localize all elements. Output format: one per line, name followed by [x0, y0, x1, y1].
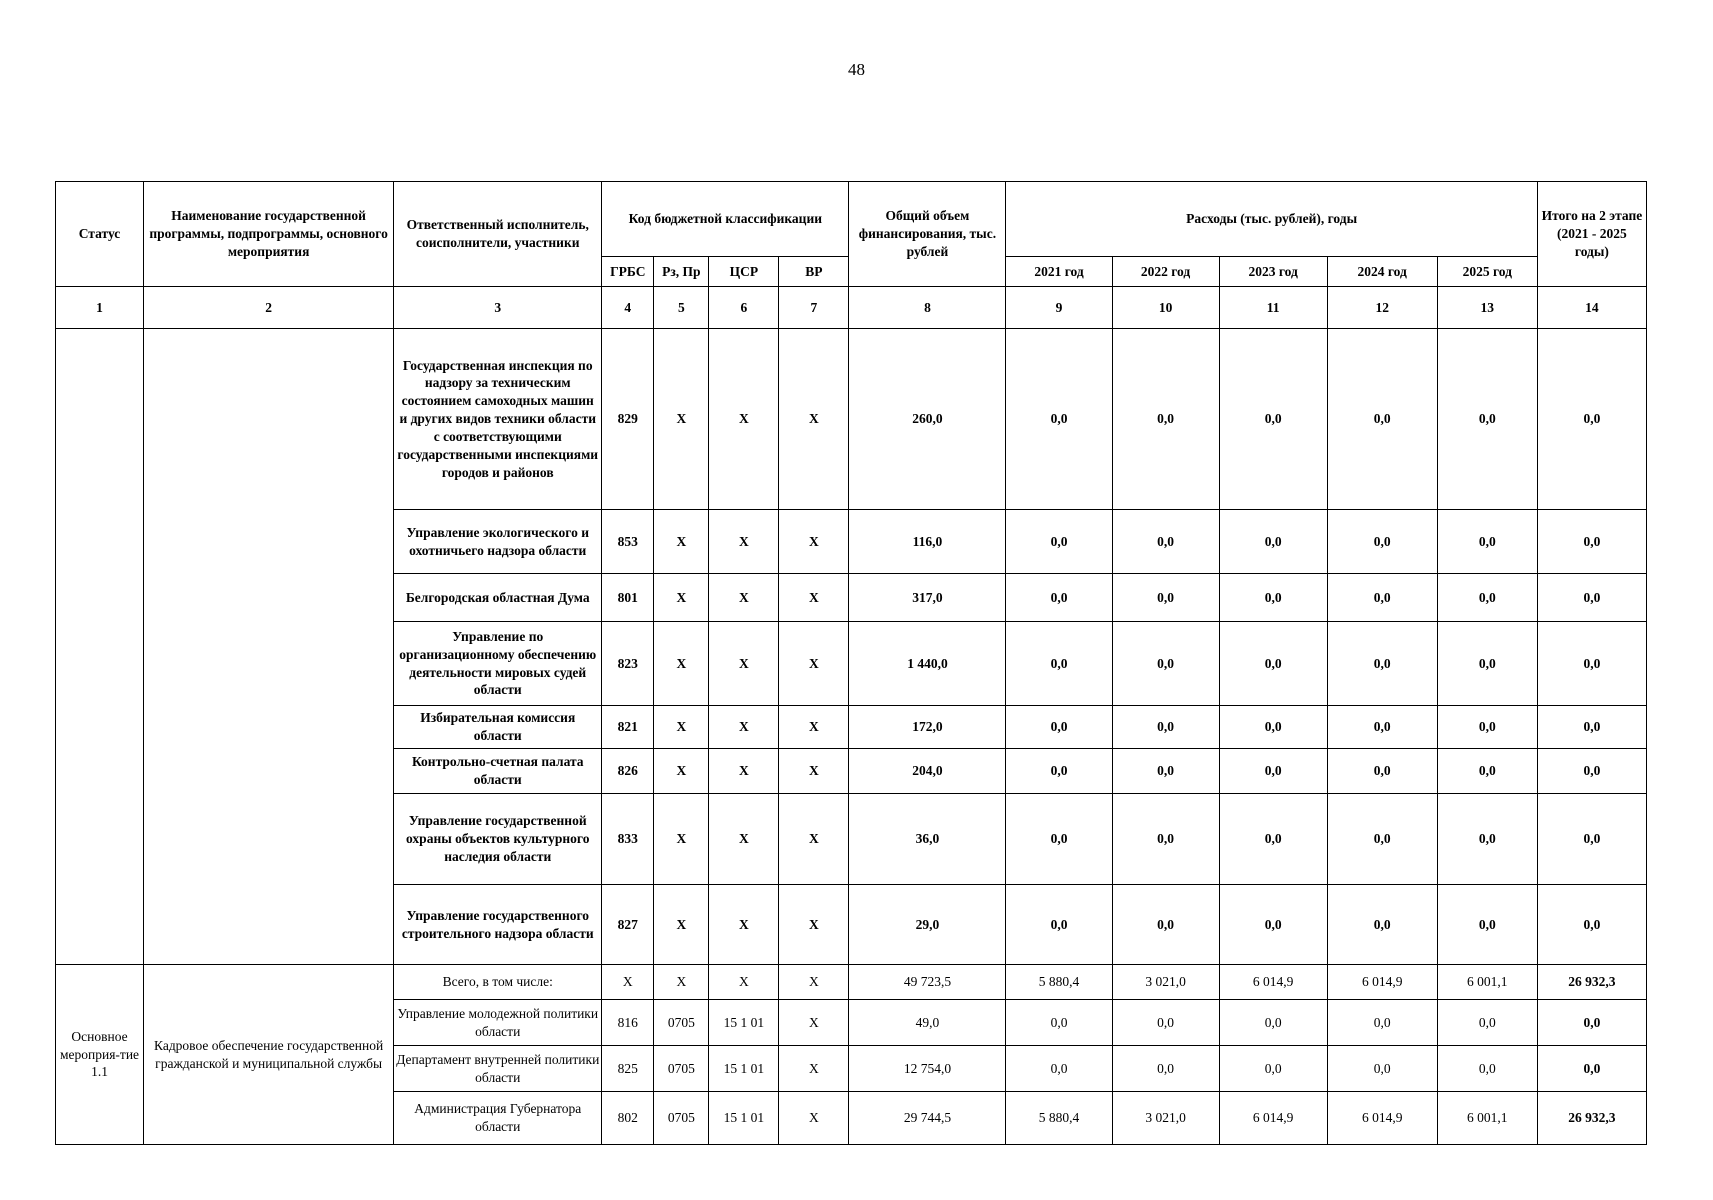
year-2025-cell: 0,0 — [1437, 1046, 1537, 1092]
page-number: 48 — [848, 60, 865, 79]
header-executor: Ответственный исполнитель, соисполнители, участники — [394, 182, 602, 287]
vr-cell: X — [779, 885, 849, 965]
year-2024-cell: 0,0 — [1327, 1046, 1437, 1092]
rzpr-cell: X — [654, 965, 709, 1000]
rzpr-cell: X — [654, 794, 709, 885]
header-vr: ВР — [779, 257, 849, 287]
year-2024-cell: 0,0 — [1327, 885, 1437, 965]
csr-cell: X — [709, 622, 779, 706]
stage-total-cell: 0,0 — [1537, 885, 1646, 965]
total-volume-cell: 29,0 — [849, 885, 1006, 965]
year-2025-cell: 0,0 — [1437, 794, 1537, 885]
year-2025-cell: 0,0 — [1437, 749, 1537, 794]
grbs-cell: 823 — [602, 622, 654, 706]
vr-cell: X — [779, 574, 849, 622]
csr-cell: 15 1 01 — [709, 1000, 779, 1046]
year-2023-cell: 0,0 — [1219, 574, 1327, 622]
year-2023-cell: 0,0 — [1219, 794, 1327, 885]
year-2025-cell: 0,0 — [1437, 885, 1537, 965]
grbs-cell: 829 — [602, 329, 654, 510]
year-2024-cell: 0,0 — [1327, 749, 1437, 794]
year-2023-cell: 0,0 — [1219, 749, 1327, 794]
executor-cell: Белгородская областная Дума — [394, 574, 602, 622]
year-2025-cell: 6 001,1 — [1437, 1092, 1537, 1145]
year-2024-cell: 0,0 — [1327, 622, 1437, 706]
year-2022-cell: 0,0 — [1112, 794, 1219, 885]
rzpr-cell: X — [654, 622, 709, 706]
vr-cell: X — [779, 510, 849, 574]
executor-cell: Управление государственной охраны объектов культурного наследия области — [394, 794, 602, 885]
csr-cell: 15 1 01 — [709, 1046, 779, 1092]
year-2022-cell: 0,0 — [1112, 1000, 1219, 1046]
stage-total-cell: 0,0 — [1537, 1000, 1646, 1046]
header-expenses: Расходы (тыс. рублей), годы — [1006, 182, 1537, 257]
grbs-cell: 816 — [602, 1000, 654, 1046]
vr-cell: X — [779, 965, 849, 1000]
rzpr-cell: 0705 — [654, 1092, 709, 1145]
grbs-cell: X — [602, 965, 654, 1000]
vr-cell: X — [779, 622, 849, 706]
rzpr-cell: 0705 — [654, 1000, 709, 1046]
csr-cell: 15 1 01 — [709, 1092, 779, 1145]
year-2023-cell: 6 014,9 — [1219, 965, 1327, 1000]
rzpr-cell: X — [654, 510, 709, 574]
year-2024-cell: 6 014,9 — [1327, 965, 1437, 1000]
stage-total-cell: 26 932,3 — [1537, 965, 1646, 1000]
year-2022-cell: 0,0 — [1112, 706, 1219, 749]
year-2023-cell: 0,0 — [1219, 1046, 1327, 1092]
year-2024-cell: 0,0 — [1327, 329, 1437, 510]
executor-cell: Департамент внутренней политики области — [394, 1046, 602, 1092]
total-volume-cell: 1 440,0 — [849, 622, 1006, 706]
year-2022-cell: 0,0 — [1112, 510, 1219, 574]
vr-cell: X — [779, 1000, 849, 1046]
group-participants-continued — [56, 329, 1647, 965]
year-2023-cell: 0,0 — [1219, 706, 1327, 749]
grbs-cell: 821 — [602, 706, 654, 749]
year-2022-cell: 3 021,0 — [1112, 965, 1219, 1000]
year-2021-cell: 0,0 — [1006, 794, 1112, 885]
total-volume-cell: 36,0 — [849, 794, 1006, 885]
year-2021-cell: 0,0 — [1006, 885, 1112, 965]
executor-cell: Избирательная комиссия области — [394, 706, 602, 749]
column-number: 10 — [1112, 287, 1219, 329]
year-2022-cell: 0,0 — [1112, 329, 1219, 510]
column-number: 2 — [144, 287, 394, 329]
header-total-volume: Общий объем финансирования, тыс. рублей — [849, 182, 1006, 287]
year-2022-cell: 0,0 — [1112, 622, 1219, 706]
vr-cell: X — [779, 706, 849, 749]
grbs-cell: 825 — [602, 1046, 654, 1092]
rzpr-cell: X — [654, 885, 709, 965]
year-2022-cell: 3 021,0 — [1112, 1092, 1219, 1145]
header-csr: ЦСР — [709, 257, 779, 287]
year-2021-cell: 0,0 — [1006, 1000, 1112, 1046]
year-2022-cell: 0,0 — [1112, 1046, 1219, 1092]
vr-cell: X — [779, 749, 849, 794]
year-2023-cell: 0,0 — [1219, 622, 1327, 706]
year-2021-cell: 0,0 — [1006, 329, 1112, 510]
column-number: 8 — [849, 287, 1006, 329]
grbs-cell: 801 — [602, 574, 654, 622]
year-2021-cell: 0,0 — [1006, 622, 1112, 706]
csr-cell: X — [709, 329, 779, 510]
executor-cell: Управление государственного строительного надзора области — [394, 885, 602, 965]
header-year-2021: 2021 год — [1006, 257, 1112, 287]
year-2022-cell: 0,0 — [1112, 574, 1219, 622]
stage-total-cell: 0,0 — [1537, 510, 1646, 574]
column-number: 4 — [602, 287, 654, 329]
year-2025-cell: 6 001,1 — [1437, 965, 1537, 1000]
column-number: 7 — [779, 287, 849, 329]
stage-total-cell: 0,0 — [1537, 622, 1646, 706]
year-2021-cell: 0,0 — [1006, 706, 1112, 749]
rzpr-cell: X — [654, 749, 709, 794]
total-volume-cell: 260,0 — [849, 329, 1006, 510]
column-number: 12 — [1327, 287, 1437, 329]
measure-name-cell: Кадровое обеспечение государственной гражданской и муниципальной службы — [144, 965, 394, 1145]
vr-cell: X — [779, 1046, 849, 1092]
column-number: 9 — [1006, 287, 1112, 329]
header-status: Статус — [56, 182, 144, 287]
header-name: Наименование государственной программы, подпрограммы, основного мероприятия — [144, 182, 394, 287]
total-volume-cell: 172,0 — [849, 706, 1006, 749]
year-2022-cell: 0,0 — [1112, 749, 1219, 794]
year-2023-cell: 0,0 — [1219, 885, 1327, 965]
header-budget-code: Код бюджетной классификации — [602, 182, 849, 257]
year-2025-cell: 0,0 — [1437, 510, 1537, 574]
vr-cell: X — [779, 329, 849, 510]
year-2025-cell: 0,0 — [1437, 706, 1537, 749]
header-stage-total: Итого на 2 этапе (2021 - 2025 годы) — [1537, 182, 1646, 287]
rzpr-cell: 0705 — [654, 1046, 709, 1092]
total-volume-cell: 116,0 — [849, 510, 1006, 574]
grbs-cell: 833 — [602, 794, 654, 885]
column-number: 13 — [1437, 287, 1537, 329]
executor-cell: Контрольно-счетная палата области — [394, 749, 602, 794]
year-2023-cell: 0,0 — [1219, 1000, 1327, 1046]
total-volume-cell: 49 723,5 — [849, 965, 1006, 1000]
year-2024-cell: 0,0 — [1327, 794, 1437, 885]
year-2021-cell: 0,0 — [1006, 510, 1112, 574]
status-cell-empty — [56, 329, 144, 965]
header-year-2023: 2023 год — [1219, 257, 1327, 287]
executor-cell: Управление молодежной политики области — [394, 1000, 602, 1046]
table-row — [56, 965, 1647, 1000]
header-grbs: ГРБС — [602, 257, 654, 287]
measure-status-cell: Основное мероприя-тие 1.1 — [56, 965, 144, 1145]
stage-total-cell: 0,0 — [1537, 329, 1646, 510]
executor-cell: Всего, в том числе: — [394, 965, 602, 1000]
stage-total-cell: 0,0 — [1537, 574, 1646, 622]
header-rzpr: Рз, Пр — [654, 257, 709, 287]
vr-cell: X — [779, 1092, 849, 1145]
year-2023-cell: 6 014,9 — [1219, 1092, 1327, 1145]
stage-total-cell: 0,0 — [1537, 749, 1646, 794]
rzpr-cell: X — [654, 329, 709, 510]
csr-cell: X — [709, 510, 779, 574]
year-2024-cell: 0,0 — [1327, 1000, 1437, 1046]
year-2024-cell: 0,0 — [1327, 510, 1437, 574]
header-year-2022: 2022 год — [1112, 257, 1219, 287]
total-volume-cell: 49,0 — [849, 1000, 1006, 1046]
rzpr-cell: X — [654, 574, 709, 622]
column-number: 1 — [56, 287, 144, 329]
vr-cell: X — [779, 794, 849, 885]
executor-cell: Государственная инспекция по надзору за техническим состоянием самоходных машин и других видов техники области с соответствующими государственными инспекциями городов и районов — [394, 329, 602, 510]
csr-cell: X — [709, 574, 779, 622]
header-year-2025: 2025 год — [1437, 257, 1537, 287]
column-number: 11 — [1219, 287, 1327, 329]
year-2021-cell: 0,0 — [1006, 574, 1112, 622]
column-number-row — [56, 287, 1647, 329]
grbs-cell: 853 — [602, 510, 654, 574]
column-number: 3 — [394, 287, 602, 329]
name-cell-empty — [144, 329, 394, 965]
csr-cell: X — [709, 885, 779, 965]
year-2025-cell: 0,0 — [1437, 1000, 1537, 1046]
csr-cell: X — [709, 965, 779, 1000]
year-2021-cell: 0,0 — [1006, 749, 1112, 794]
table-row — [56, 329, 1647, 510]
executor-cell: Управление по организационному обеспечению деятельности мировых судей области — [394, 622, 602, 706]
year-2023-cell: 0,0 — [1219, 329, 1327, 510]
year-2021-cell: 5 880,4 — [1006, 1092, 1112, 1145]
stage-total-cell: 26 932,3 — [1537, 1092, 1646, 1145]
year-2023-cell: 0,0 — [1219, 510, 1327, 574]
column-number: 6 — [709, 287, 779, 329]
grbs-cell: 802 — [602, 1092, 654, 1145]
executor-cell: Администрация Губернатора области — [394, 1092, 602, 1145]
total-volume-cell: 12 754,0 — [849, 1046, 1006, 1092]
year-2021-cell: 0,0 — [1006, 1046, 1112, 1092]
year-2024-cell: 6 014,9 — [1327, 1092, 1437, 1145]
budget-table — [55, 181, 1647, 1145]
stage-total-cell: 0,0 — [1537, 794, 1646, 885]
year-2021-cell: 5 880,4 — [1006, 965, 1112, 1000]
csr-cell: X — [709, 794, 779, 885]
stage-total-cell: 0,0 — [1537, 1046, 1646, 1092]
column-number: 5 — [654, 287, 709, 329]
header-year-2024: 2024 год — [1327, 257, 1437, 287]
total-volume-cell: 29 744,5 — [849, 1092, 1006, 1145]
column-number: 14 — [1537, 287, 1646, 329]
group-main-measure — [56, 965, 1647, 1145]
total-volume-cell: 204,0 — [849, 749, 1006, 794]
year-2025-cell: 0,0 — [1437, 622, 1537, 706]
total-volume-cell: 317,0 — [849, 574, 1006, 622]
year-2025-cell: 0,0 — [1437, 329, 1537, 510]
year-2024-cell: 0,0 — [1327, 574, 1437, 622]
rzpr-cell: X — [654, 706, 709, 749]
year-2025-cell: 0,0 — [1437, 574, 1537, 622]
grbs-cell: 827 — [602, 885, 654, 965]
stage-total-cell: 0,0 — [1537, 706, 1646, 749]
executor-cell: Управление экологического и охотничьего надзора области — [394, 510, 602, 574]
grbs-cell: 826 — [602, 749, 654, 794]
csr-cell: X — [709, 706, 779, 749]
year-2022-cell: 0,0 — [1112, 885, 1219, 965]
csr-cell: X — [709, 749, 779, 794]
year-2024-cell: 0,0 — [1327, 706, 1437, 749]
